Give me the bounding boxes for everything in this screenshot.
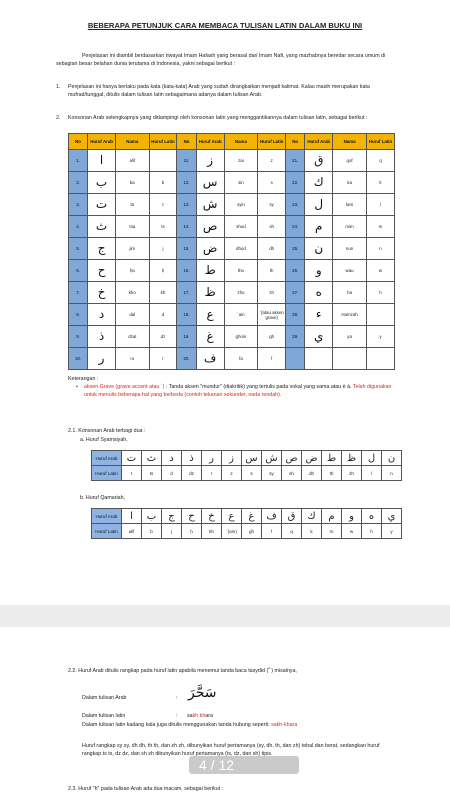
latin-letter-cell: w (366, 260, 394, 282)
latin-letter-cell: b (149, 172, 177, 194)
latin-letter-cell: t (149, 194, 177, 216)
qamariah-latin-cell: w (342, 524, 362, 539)
latin-letter-cell (366, 304, 394, 326)
qamariah-latin-cell: q (282, 524, 302, 539)
syamsiyah-arabic-cell: ط (322, 451, 342, 466)
qamariah-latin-cell: alif (122, 524, 142, 539)
latin-letter-cell: dz (149, 326, 177, 348)
arabic-letter-cell: ه (305, 282, 333, 304)
qamariah-arabic-cell: ق (282, 509, 302, 524)
grave-close: ). (278, 391, 282, 398)
letter-name-cell: ba (116, 172, 150, 194)
letter-name-cell: ta (116, 194, 150, 216)
section-2-1-heading: 2.1. Konsonan Arab terbagi dua : (68, 428, 146, 434)
syamsiyah-latin-cell: zh (342, 466, 362, 481)
item-2-text: Konsonan Arab selengkapnya yang didampingi oleh konsonan latin yang menggantikannya dalam tulisan latin, sebagai berikut : (68, 115, 368, 121)
latin-letter-cell: r (149, 348, 177, 370)
row-number-cell: 13. (177, 194, 196, 216)
qamariah-heading: b. Huruf Qamariah, (80, 495, 126, 501)
arabic-letter-cell: ط (196, 260, 224, 282)
letter-name-cell: ḥa (116, 260, 150, 282)
arabic-letter-cell: ل (305, 194, 333, 216)
arabic-letter-cell: خ (88, 282, 116, 304)
qamariah-latin-cell: kh (202, 524, 222, 539)
latin-letter-cell: z (258, 150, 286, 172)
syamsiyah-heading: a. Huruf Syamsiyah, (80, 437, 128, 443)
row-number-cell: 5. (69, 238, 88, 260)
arabic-letter-cell (305, 348, 333, 370)
qamariah-arabic-cell: ه (362, 509, 382, 524)
table-header-cell: Huruf Arab (305, 134, 333, 150)
letter-name-cell: sin (224, 172, 258, 194)
qamariah-latin-cell: y (382, 524, 402, 539)
letter-name-cell: wau (333, 260, 367, 282)
arabic-letter-cell: ن (305, 238, 333, 260)
latin-letter-cell: gh (258, 326, 286, 348)
row-number-cell: 14. (177, 216, 196, 238)
row-number-cell: 15. (177, 238, 196, 260)
page-gap (0, 605, 450, 627)
row-number-cell: 23. (286, 194, 305, 216)
arabic-letter-cell: ف (196, 348, 224, 370)
row-number-cell: 16. (177, 260, 196, 282)
arabic-example-word: سَحَّرَ (188, 685, 217, 701)
arabic-letter-cell: ت (88, 194, 116, 216)
syamsiyah-arabic-cell: ز (222, 451, 242, 466)
table-row (69, 238, 395, 260)
latin-example-word (187, 713, 213, 721)
letter-name-cell: alif (116, 150, 150, 172)
grave-example-label: contoh (186, 391, 203, 398)
syamsiyah-arabic-cell: ن (382, 451, 402, 466)
syamsiyah-arabic-cell: ش (262, 451, 282, 466)
qamariah-latin-cell: h (362, 524, 382, 539)
item-1-text: Penjelasan ini hanya berlaku pada kata (kata-kata) Arab yang sudah dirangkaikan menjadi kalimat. Kalau masih merupakan kata mufrad/tunggal, ditulis dalam tulisan latin sebagaimana adanya dalam tulisan Arab. (68, 84, 370, 98)
syamsiyah-arabic-cell: ذ (182, 451, 202, 466)
row-number-cell: 27. (286, 282, 305, 304)
syamsiyah-latin-cell: l (362, 466, 382, 481)
latin-letter-cell: dh (258, 238, 286, 260)
qamariah-latin-cell: f (262, 524, 282, 539)
letter-name-cell: syin (224, 194, 258, 216)
row-number-cell: 19. (177, 326, 196, 348)
latin-writing-colon: : (176, 713, 178, 719)
syamsiyah-latin-row (92, 466, 402, 481)
row-number-cell: 26. (286, 260, 305, 282)
table-row (69, 348, 395, 370)
latin-letter-cell: n (366, 238, 394, 260)
letter-name-cell: zho (224, 282, 258, 304)
syamsiyah-arabic-cell: ظ (342, 451, 362, 466)
letter-name-cell: shod (224, 216, 258, 238)
row-number-cell: 12. (177, 172, 196, 194)
consonant-table (68, 133, 395, 370)
table-header-cell: Nama (333, 134, 367, 150)
keterangan-note (76, 384, 396, 400)
arab-writing-label: Dalam tulisan Arab (82, 695, 127, 701)
qamariah-arab-row (92, 509, 402, 524)
arabic-letter-cell: ي (305, 326, 333, 348)
syamsiyah-latin-cell: t (122, 466, 142, 481)
syamsiyah-latin-cell: d (162, 466, 182, 481)
page-title: BEBERAPA PETUNJUK CARA MEMBACA TULISAN LATIN DALAM BUKU INI (87, 21, 363, 30)
latin-letter-cell: sy (258, 194, 286, 216)
arabic-letter-cell: ء (305, 304, 333, 326)
letter-name-cell: ka (333, 172, 367, 194)
arabic-letter-cell: ص (196, 216, 224, 238)
qamariah-latin-cell: b (142, 524, 162, 539)
syamsiyah-latin-cell: dh (302, 466, 322, 481)
arabic-letter-cell: م (305, 216, 333, 238)
arabic-letter-cell: ق (305, 150, 333, 172)
syamsiyah-arabic-cell: ت (122, 451, 142, 466)
table-header-cell: No (69, 134, 88, 150)
table-header-cell: Nama (116, 134, 150, 150)
row-number-cell: 8. (69, 304, 88, 326)
row-number-cell: 3. (69, 194, 88, 216)
latin-word-start: sa (187, 713, 193, 719)
arabic-letter-cell: غ (196, 326, 224, 348)
section-2-3-heading: 2.3. Huruf "h" pada tulisan Arab ada dua macam, sebagai berikut : (68, 786, 224, 792)
syamsiyah-table (91, 450, 402, 481)
row-number-cell: 17. (177, 282, 196, 304)
row-number-cell: 18. (177, 304, 196, 326)
letter-name-cell: mim (333, 216, 367, 238)
qamariah-latin-cell: `(ain) (222, 524, 242, 539)
table-header-cell: Nama (224, 134, 258, 150)
qamariah-latin-cell: m (322, 524, 342, 539)
qamariah-arabic-cell: ع (222, 509, 242, 524)
arabic-letter-cell: ث (88, 216, 116, 238)
syamsiyah-latin-cell: sh (282, 466, 302, 481)
latin-letter-cell: q (366, 150, 394, 172)
letter-name-cell: tsa (116, 216, 150, 238)
row-number-cell: 10. (69, 348, 88, 370)
table-header-cell: Huruf Latin (149, 134, 177, 150)
syamsiyah-latin-cell: dz (182, 466, 202, 481)
item-2-number: 2. (56, 115, 61, 121)
table-row (69, 260, 395, 282)
item-1-number: 1. (56, 84, 61, 90)
table-header-cell: Huruf Latin (366, 134, 394, 150)
row-number-cell: 21. (286, 150, 305, 172)
letter-name-cell: ha (333, 282, 367, 304)
arabic-letter-cell: ع (196, 304, 224, 326)
table-row (69, 172, 395, 194)
row-number-cell: 29. (286, 326, 305, 348)
letter-name-cell: tho (224, 260, 258, 282)
table-row (69, 150, 395, 172)
latin-letter-cell: zh (258, 282, 286, 304)
keterangan-label: Keterangan : (68, 376, 99, 382)
syamsiyah-arabic-cell: ص (282, 451, 302, 466)
qamariah-latin-row (92, 524, 402, 539)
arab-writing-colon: : (176, 695, 178, 701)
arabic-letter-cell: ب (88, 172, 116, 194)
table-row (69, 326, 395, 348)
letter-name-cell: lam (333, 194, 367, 216)
latin-letter-cell (149, 150, 177, 172)
latin-letter-cell: sh (258, 216, 286, 238)
arabic-letter-cell: ذ (88, 326, 116, 348)
grave-term: aksen Grave (grave accent atau `) (84, 384, 165, 390)
letter-name-cell: ghoin (224, 326, 258, 348)
latin-letter-cell: h (366, 282, 394, 304)
arabic-letter-cell: ج (88, 238, 116, 260)
bullet-icon: • (76, 384, 78, 390)
qamariah-arabic-cell: و (342, 509, 362, 524)
row-number-cell: 4. (69, 216, 88, 238)
qamariah-arabic-cell: ح (182, 509, 202, 524)
row-number-cell: 9. (69, 326, 88, 348)
qamariah-table (91, 508, 402, 539)
syamsiyah-latin-cell: ts (142, 466, 162, 481)
letter-name-cell (333, 348, 367, 370)
letter-name-cell: nun (333, 238, 367, 260)
arabic-letter-cell: ز (196, 150, 224, 172)
row-number-cell: 7. (69, 282, 88, 304)
arabic-letter-cell: ظ (196, 282, 224, 304)
letter-name-cell: jim (116, 238, 150, 260)
latin-writing-label: Dalam tulisan latin (82, 713, 126, 719)
qamariah-latin-cell: j (162, 524, 182, 539)
table-row (69, 304, 395, 326)
syamsiyah-arabic-cell: ل (362, 451, 382, 466)
table-header-cell: No (177, 134, 196, 150)
letter-name-cell: ya (333, 326, 367, 348)
qamariah-arabic-cell: ا (122, 509, 142, 524)
latin-letter-cell (366, 348, 394, 370)
latin-letter-cell: k (366, 172, 394, 194)
row-number-cell: 2. (69, 172, 88, 194)
table-header-cell: Huruf Arab (88, 134, 116, 150)
qamariah-arabic-cell: غ (242, 509, 262, 524)
table-header-cell: Huruf Arab (196, 134, 224, 150)
grave-description: : Tanda aksen "mundur" (diakritik) yang tertulis pada vokal yang sama atau è à. (165, 384, 352, 390)
letter-name-cell: ro (116, 348, 150, 370)
latin-word-double: kh kh (192, 713, 206, 719)
document-page-5 (0, 627, 450, 800)
arabic-letter-cell: ح (88, 260, 116, 282)
latin-letter-cell: l (366, 194, 394, 216)
row-number-cell: 1. (69, 150, 88, 172)
table-header-cell: Huruf Latin (258, 134, 286, 150)
syamsiyah-latin-cell: n (382, 466, 402, 481)
qamariah-latin-header: Huruf Latin (92, 524, 122, 539)
latin-letter-cell: j (149, 238, 177, 260)
latin-letter-cell: th (258, 260, 286, 282)
syamsiyah-latin-cell: th (322, 466, 342, 481)
qamariah-latin-cell: k (302, 524, 322, 539)
latin-letter-cell: kh (149, 282, 177, 304)
arabic-letter-cell: د (88, 304, 116, 326)
letter-name-cell: dhod (224, 238, 258, 260)
arabic-letter-cell: ر (88, 348, 116, 370)
hyphen-example: sakh-khara (271, 722, 298, 728)
latin-letter-cell: s (258, 172, 286, 194)
arabic-letter-cell: و (305, 260, 333, 282)
qamariah-arabic-cell: ج (162, 509, 182, 524)
syamsiyah-latin-cell: sy (262, 466, 282, 481)
latin-letter-cell: d (149, 304, 177, 326)
table-header-cell: No (286, 134, 305, 150)
letter-name-cell: fa (224, 348, 258, 370)
hyphen-note-text: Dalam tulisan latin kadang kala juga ditulis menggunakan tanda hubung seperti: (82, 722, 270, 728)
qamariah-arabic-cell: خ (202, 509, 222, 524)
qamariah-arab-header: Huruf Arab (92, 509, 122, 524)
latin-letter-cell: ts (149, 216, 177, 238)
row-number-cell: 28. (286, 304, 305, 326)
row-number-cell (286, 348, 305, 370)
syamsiyah-arabic-cell: ض (302, 451, 322, 466)
grave-example-1: tekanan sekunder, (203, 391, 247, 398)
latin-letter-cell: ḥ (149, 260, 177, 282)
row-number-cell: 20. (177, 348, 196, 370)
arabic-letter-cell: ك (305, 172, 333, 194)
arabic-letter-cell: س (196, 172, 224, 194)
section-2-2-heading: 2.2. Huruf Arab ditulis rangkap pada huruf latin apabila menemui tanda baca tasydid ( ّ ) misalnya, (68, 668, 297, 674)
syamsiyah-arabic-cell: ر (202, 451, 222, 466)
latin-letter-cell: y (366, 326, 394, 348)
grave-example-2: nada rendah (248, 391, 279, 398)
syamsiyah-latin-header: Huruf Latin (92, 466, 122, 481)
table-row (69, 216, 395, 238)
row-number-cell: 6. (69, 260, 88, 282)
qamariah-arabic-cell: ب (142, 509, 162, 524)
grave-usage: Telah digunakan untuk menulis beberapa hal yang berbeda ( (84, 384, 392, 398)
letter-name-cell: `ain (224, 304, 258, 326)
arabic-letter-cell: ش (196, 194, 224, 216)
qamariah-latin-cell: gh (242, 524, 262, 539)
latin-letter-cell: m (366, 216, 394, 238)
hyphen-note (82, 722, 297, 730)
syamsiyah-arabic-cell: د (162, 451, 182, 466)
intro-paragraph: Penjelasan ini diambil berdasarkan riwayat Imam Hafash yang berasal dari Imam Nafi, yang mazhabnya beredar secara umum di sebagian besar belahan dunia terutama di Indonesia, yakni sebagai berikut : (56, 53, 386, 67)
row-number-cell: 25. (286, 238, 305, 260)
qamariah-arabic-cell: ك (302, 509, 322, 524)
qamariah-latin-cell: ḥ (182, 524, 202, 539)
row-number-cell: 24. (286, 216, 305, 238)
syamsiyah-arabic-cell: س (242, 451, 262, 466)
letter-name-cell: dzal (116, 326, 150, 348)
syamsiyah-latin-cell: z (222, 466, 242, 481)
double-letter-paragraph: Huruf rangkap sy sy, dh dh, th th, dan zh zh, dibunyikan huruf pertamanya (sy, dh, th, dan zh) tebal dan berat, sedangkan huruf rangkap ts ts, dz dz, dan sh sh dibunyikan huruf pertamanya (ts, dz, dan sh) tipis. (82, 743, 380, 757)
syamsiyah-arab-row (92, 451, 402, 466)
arabic-letter-cell: ض (196, 238, 224, 260)
qamariah-arabic-cell: م (322, 509, 342, 524)
letter-name-cell: zai (224, 150, 258, 172)
row-number-cell: 11. (177, 150, 196, 172)
qamariah-arabic-cell: ي (382, 509, 402, 524)
table-row (69, 282, 395, 304)
consonant-table-header (69, 134, 395, 150)
syamsiyah-latin-cell: r (202, 466, 222, 481)
syamsiyah-arabic-cell: ث (142, 451, 162, 466)
letter-name-cell: kho (116, 282, 150, 304)
letter-name-cell: qof (333, 150, 367, 172)
page-indicator[interactable]: 4 / 12 (199, 757, 235, 773)
latin-letter-cell: f (258, 348, 286, 370)
row-number-cell: 22. (286, 172, 305, 194)
latin-letter-cell: `(atau aksen grave) (258, 304, 286, 326)
table-row (69, 194, 395, 216)
letter-name-cell: Hamzah (333, 304, 367, 326)
arabic-letter-cell: ا (88, 150, 116, 172)
qamariah-arabic-cell: ف (262, 509, 282, 524)
letter-name-cell: dal (116, 304, 150, 326)
syamsiyah-latin-cell: s (242, 466, 262, 481)
syamsiyah-arab-header: Huruf Arab (92, 451, 122, 466)
latin-word-end: ara (205, 713, 213, 719)
